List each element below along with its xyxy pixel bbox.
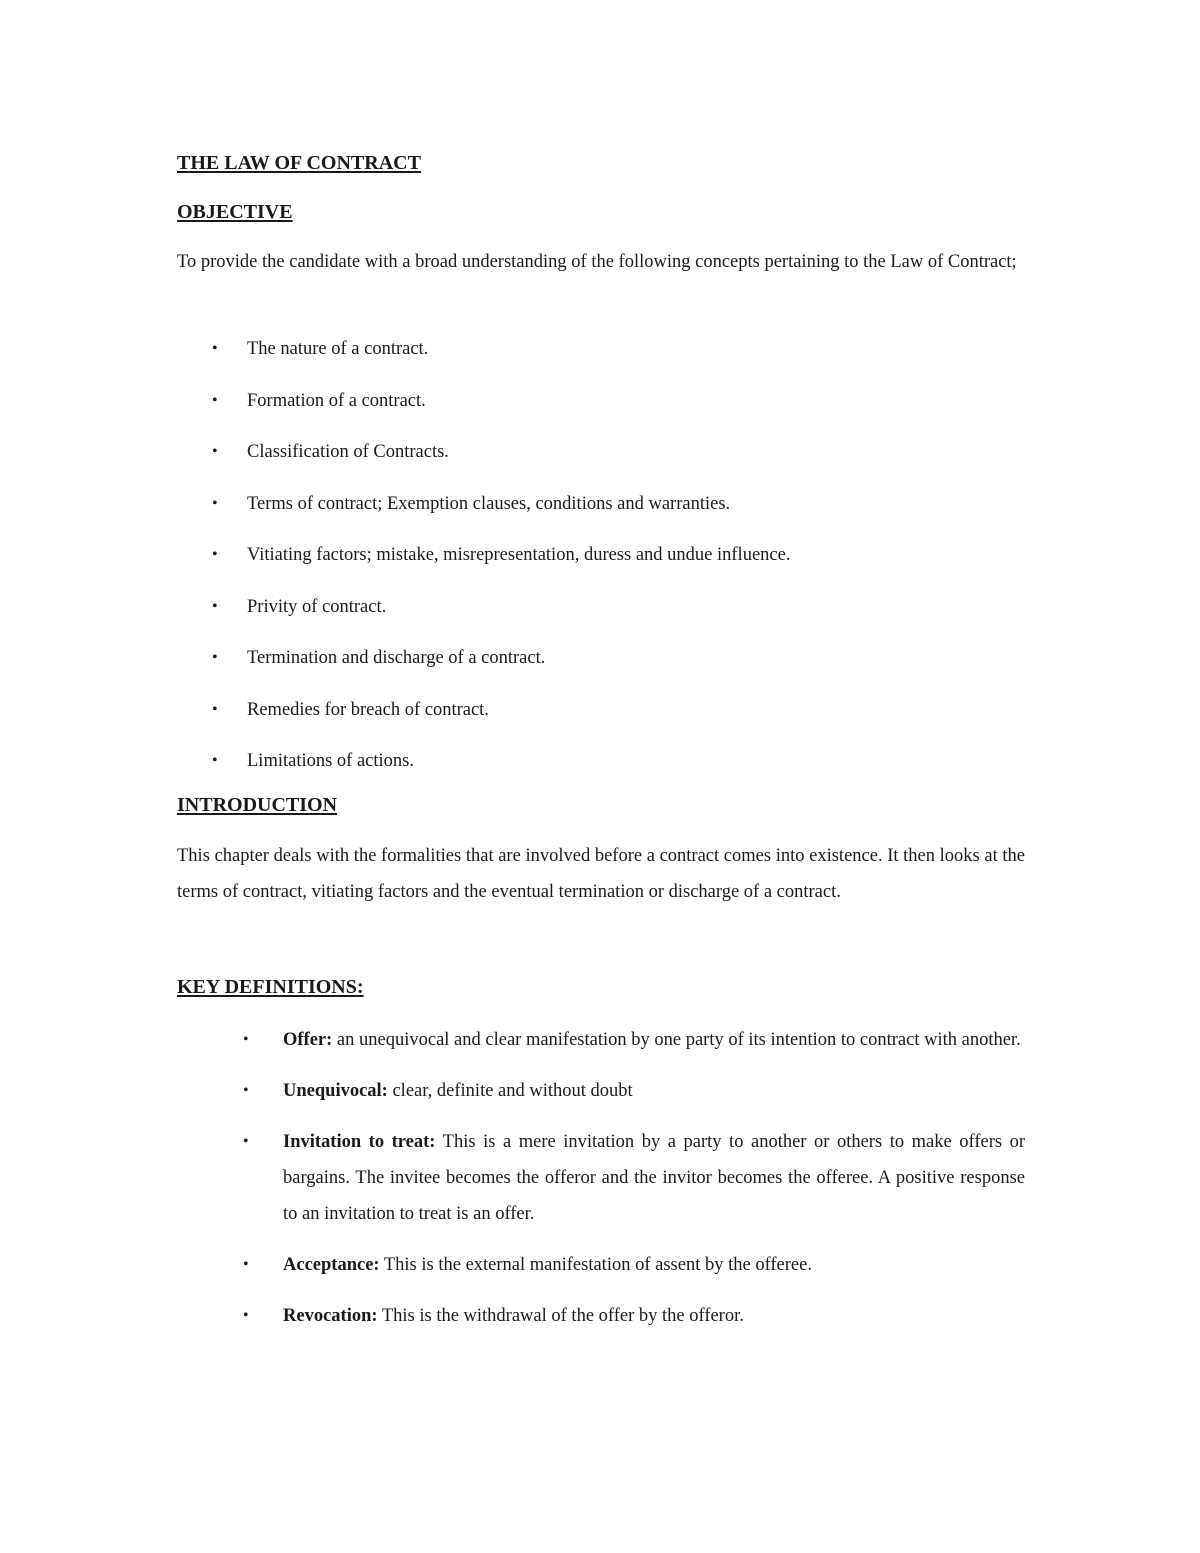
objective-item <box>212 434 1027 486</box>
definition-term: Invitation to treat: <box>283 1132 436 1152</box>
objective-item <box>212 383 1027 435</box>
definition-text: This is a mere invitation by a party to another or others to make offers or bargains. The invitee becomes the offeror and the invitor becomes the offeree. A positive response to an invitation to treat is an offer. <box>283 1132 1026 1224</box>
definition-item <box>243 1073 1025 1109</box>
definition-text: clear, definite and without doubt <box>387 1081 633 1101</box>
definition-term: Revocation: <box>283 1306 378 1326</box>
bullet-icon: • <box>212 546 218 563</box>
bullet-icon: • <box>243 1133 249 1150</box>
definition-text: an unequivocal and clear manifestation by one party of its intention to contract with another. <box>332 1030 1021 1050</box>
document-title: THE LAW OF CONTRACT <box>177 152 421 174</box>
definition-term: Unequivocal: <box>283 1081 388 1101</box>
definition-term: Offer: <box>283 1030 333 1050</box>
bullet-icon: • <box>212 597 218 615</box>
objective-item-text: Formation of a contract. <box>247 390 426 411</box>
introduction-text: This chapter deals with the formalities that are involved before a contract comes into existence. It then looks at the terms of contract, vitiating factors and the eventual termination or discharge of a contract. <box>177 846 1025 902</box>
bullet-icon: • <box>243 1307 249 1324</box>
objective-item <box>212 537 1027 589</box>
bullet-icon: • <box>212 340 218 357</box>
objective-item-text: Terms of contract; Exemption clauses, conditions and warranties. <box>247 493 731 514</box>
objective-item <box>212 692 1027 744</box>
bullet-icon: • <box>212 494 218 512</box>
objective-item-text: Remedies for breach of contract. <box>247 699 489 720</box>
definitions-list <box>243 1022 1026 1349</box>
definition-item <box>243 1298 1025 1334</box>
definition-item <box>243 1247 1025 1283</box>
bullet-icon: • <box>212 700 218 718</box>
bullet-icon: • <box>243 1082 249 1099</box>
bullet-icon: • <box>243 1256 249 1273</box>
objective-item-text: Limitations of actions. <box>247 751 414 771</box>
bullet-icon: • <box>243 1031 249 1048</box>
objective-intro: To provide the candidate with a broad understanding of the following concepts pertaining to the Law of Contract; <box>177 252 1017 272</box>
objective-item-text: Privity of contract. <box>247 596 387 617</box>
objective-list <box>212 331 1027 795</box>
objective-item <box>212 486 1027 538</box>
bullet-icon: • <box>212 752 218 769</box>
bullet-icon: • <box>212 443 218 460</box>
objective-item-text: The nature of a contract. <box>247 339 429 359</box>
objective-item-text: Classification of Contracts. <box>247 442 449 462</box>
objective-item <box>212 331 1027 383</box>
objective-item <box>212 589 1027 641</box>
objective-item <box>212 640 1027 692</box>
objective-item <box>212 743 1027 795</box>
definition-text: This is the external manifestation of assent by the offeree. <box>379 1255 812 1275</box>
introduction-heading: INTRODUCTION <box>177 794 338 816</box>
bullet-icon: • <box>212 649 218 666</box>
key-definitions-heading: KEY DEFINITIONS: <box>177 976 364 998</box>
definition-item <box>243 1124 1026 1232</box>
definition-item <box>243 1022 1025 1058</box>
bullet-icon: • <box>212 391 218 409</box>
objective-item-text: Termination and discharge of a contract. <box>247 648 546 668</box>
objective-heading: OBJECTIVE <box>177 201 293 223</box>
definition-text: This is the withdrawal of the offer by the offeror. <box>377 1306 744 1326</box>
objective-item-text: Vitiating factors; mistake, misrepresentation, duress and undue influence. <box>247 545 791 565</box>
definition-term: Acceptance: <box>283 1255 380 1275</box>
